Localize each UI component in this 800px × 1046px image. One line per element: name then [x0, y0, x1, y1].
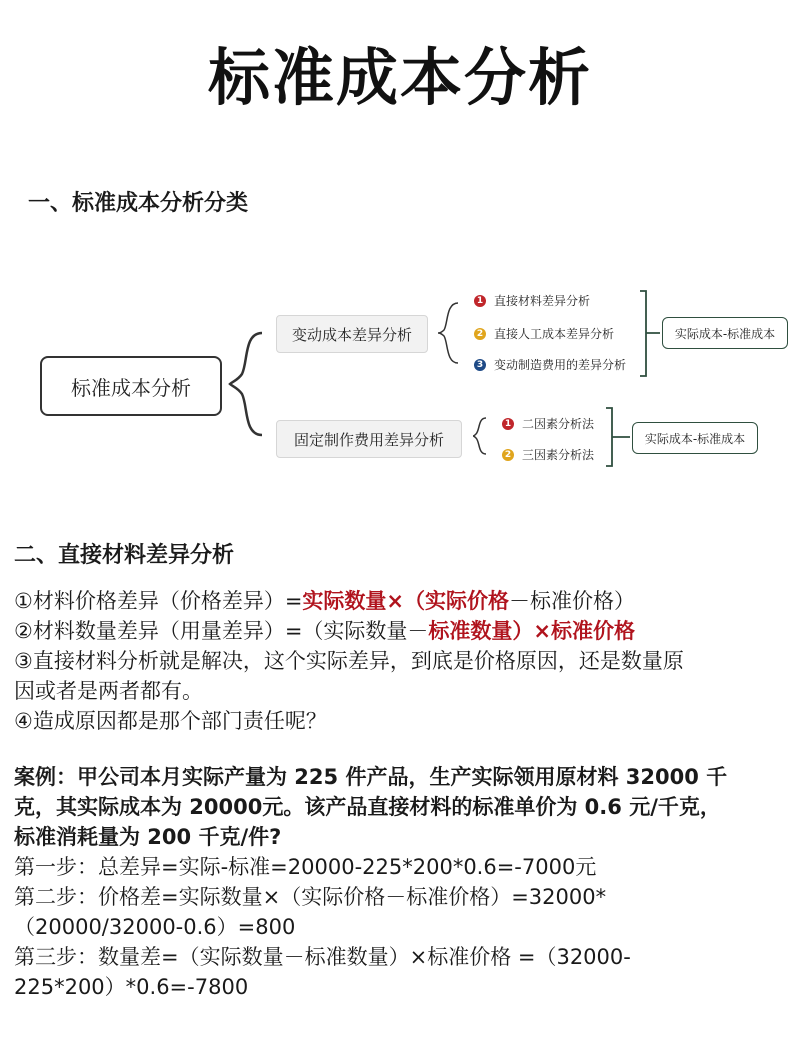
number-3-icon: 3 — [474, 359, 486, 371]
branch-fixed-overhead: 固定制作费用差异分析 — [276, 420, 462, 458]
step-line: 第二步：价格差=实际数量×（实际价格－标准价格）=32000* — [14, 885, 607, 909]
branch2-brace — [473, 418, 486, 454]
branch-variable-cost: 变动成本差异分析 — [276, 315, 428, 353]
formula-list — [14, 586, 684, 736]
number-2-icon: 2 — [502, 449, 514, 461]
branch1-brace — [438, 303, 458, 363]
note-line-3a: ③直接材料分析就是解决，这个实际差异，到底是价格原因，还是数量原 — [14, 649, 684, 673]
branch1-item-label: 直接材料差异分析 — [494, 294, 591, 308]
branch2-right-bracket — [606, 408, 630, 466]
branch1-item-3 — [474, 356, 626, 373]
step-line: 第一步：总差异=实际-标准=20000-225*200*0.6=-7000元 — [14, 855, 597, 879]
step-line: 225*200）*0.6=-7800 — [14, 975, 249, 999]
branch2-result: 实际成本-标准成本 — [632, 422, 758, 454]
branch2-item-label: 三因素分析法 — [522, 448, 595, 462]
case-line: 克，其实际成本为 20000元。该产品直接材料的标准单价为 0.6 元/千克， — [14, 795, 721, 819]
formula1-right: －标准价格） — [509, 589, 636, 613]
branch2-item-1 — [502, 415, 594, 432]
case-line: 案例：甲公司本月实际产量为 225 件产品，生产实际领用原材料 32000 千 — [14, 765, 728, 789]
section1-heading: 一、标准成本分析分类 — [28, 191, 249, 216]
page-title: 标准成本分析 — [207, 41, 592, 114]
note-line-4: ④造成原因都是那个部门责任呢？ — [14, 709, 327, 733]
note-line-3b: 因或者是两者都有。 — [14, 679, 203, 703]
number-1-icon: 1 — [474, 295, 486, 307]
formula-quantity-variance — [14, 616, 684, 646]
branch2-item-label: 二因素分析法 — [522, 417, 595, 431]
number-1-icon: 1 — [502, 418, 514, 430]
formula-price-variance — [14, 586, 684, 616]
root-brace — [230, 333, 262, 435]
formula2-left: ②材料数量差异（用量差异）=（实际数量－ — [14, 619, 429, 643]
branch1-item-2 — [474, 325, 614, 342]
formula1-left: ①材料价格差异（价格差异）= — [14, 589, 303, 613]
branch1-item-label: 直接人工成本差异分析 — [494, 327, 615, 341]
formula1-highlight: 实际数量×（实际价格 — [302, 589, 510, 613]
case-line: 标准消耗量为 200 千克/件? — [14, 825, 282, 849]
formula2-highlight: 标准数量）×标准价格 — [428, 619, 636, 643]
branch1-item-1 — [474, 292, 590, 309]
step-line: 第三步：数量差=（实际数量－标准数量）×标准价格 =（32000- — [14, 945, 631, 969]
branch1-right-bracket — [640, 291, 660, 376]
case-block — [14, 762, 727, 1002]
branch1-item-label: 变动制造费用的差异分析 — [494, 358, 627, 372]
number-2-icon: 2 — [474, 328, 486, 340]
branch1-result: 实际成本-标准成本 — [662, 317, 788, 349]
mindmap-root: 标准成本分析 — [40, 356, 222, 416]
section2-heading: 二、直接材料差异分析 — [14, 543, 235, 568]
branch2-item-2 — [502, 446, 594, 463]
step-line: （20000/32000-0.6）=800 — [14, 915, 296, 939]
